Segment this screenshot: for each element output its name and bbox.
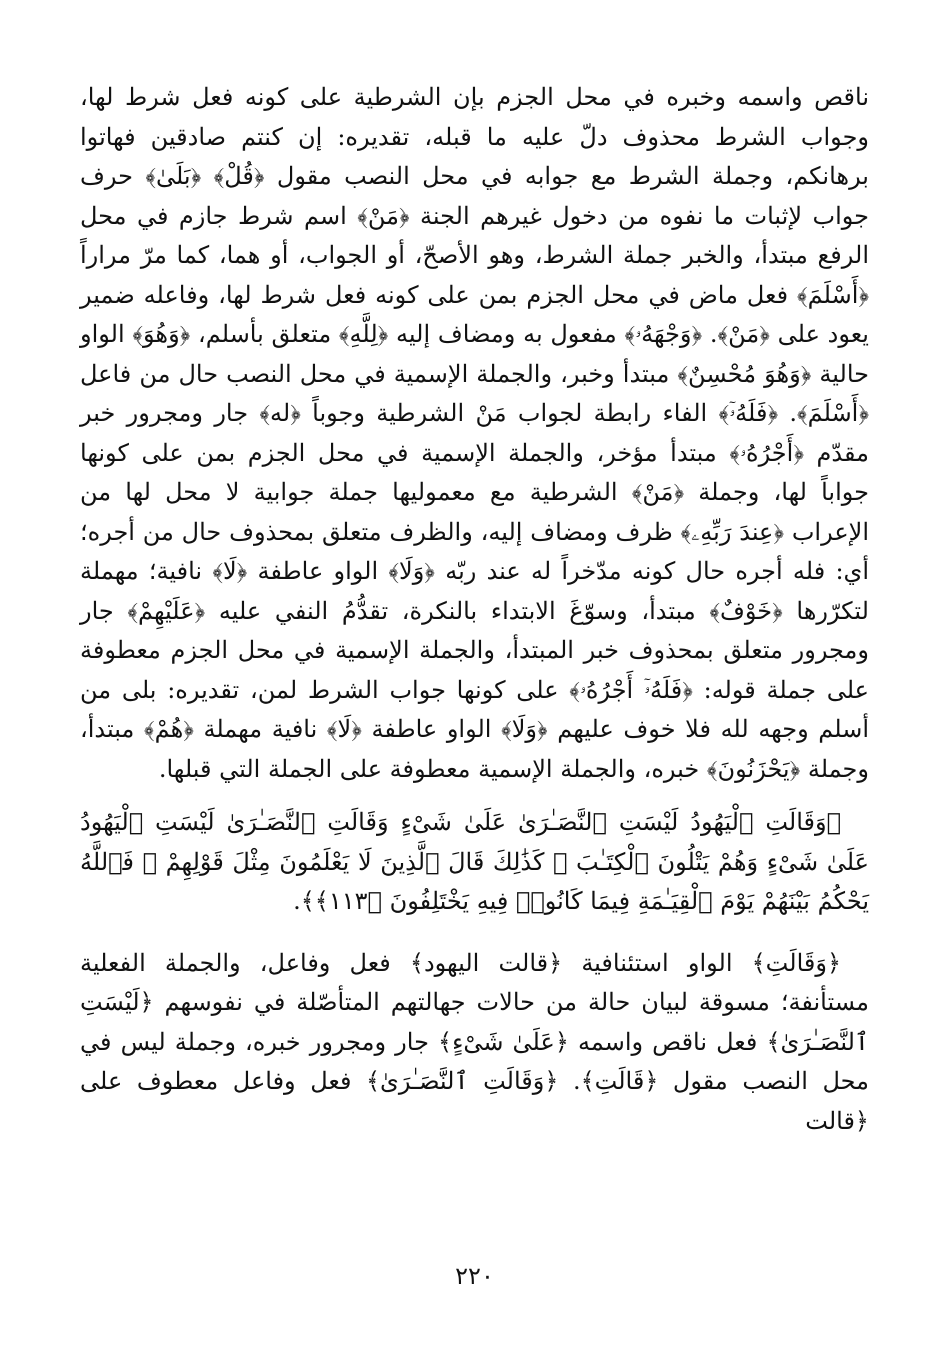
quran-verse: ﴿وَقَالَتِ ٱلْيَهُودُ لَيْسَتِ ٱلنَّصَـٰرَىٰ عَلَىٰ شَىْءٍ وَقَالَتِ ٱلنَّصَـٰرَىٰ لَيْسَتِ ٱلْيَهُودُ عَلَىٰ شَىْءٍ وَهُمْ يَتْلُونَ ٱلْكِتَـٰبَ ۗ كَذَٰلِكَ قَالَ ٱلَّذِينَ لَا يَعْلَمُونَ مِثْلَ قَوْلِهِمْ ۚ فَٱللَّهُ يَحْكُمُ بَيْنَهُمْ يَوْمَ ٱلْقِيَـٰمَةِ فِيمَا كَانُوا۟ فِيهِ يَخْتَلِفُونَ ﴿١١٣﴾﴾. (80, 808, 869, 915)
page-number: ٢٢٠ (455, 1262, 494, 1290)
grammar-paragraph-2: ﴿وَقَالَتِ﴾ الواو استئنافية ﴿قالت اليهود﴾ فعل وفاعل، والجملة الفعلية مستأنفة؛ مسوقة لبيان حالة من حالات جهالتهم المتأصّلة في نفوسهم ﴿لَيْسَتِ ٱلنَّصَـٰرَىٰ﴾ فعل ناقص واسمه ﴿عَلَىٰ شَىْءٍ﴾ جار ومجرور خبره، وجملة ليس في محل النصب مقول ﴿قَالَتِ﴾. ﴿وَقَالَتِ ٱلنَّصَـٰرَىٰ﴾ فعل وفاعل معطوف على ﴿قالت (80, 948, 869, 1135)
page-body (80, 78, 869, 1141)
grammar-paragraph-1: ناقص واسمه وخبره في محل الجزم بإن الشرطية على كونه فعل شرط لها، وجواب الشرط محذوف دلّ عليه ما قبله، تقديره: إن كنتم صادقين فهاتوا برهانكم، وجملة الشرط مع جوابه في محل النصب مقول ﴿قُلْ﴾ ﴿بَلَىٰ﴾ حرف جواب لإثبات ما نفوه من دخول غيرهم الجنة ﴿مَنْ﴾ اسم شرط جازم في محل الرفع مبتدأ، والخبر جملة الشرط، وهو الأصحّ، أو الجواب، أو هما، كما مرّ مراراً ﴿أَسْلَمَ﴾ فعل ماض في محل الجزم بمن على كونه فعل شرط لها، وفاعله ضمير يعود على ﴿مَنْ﴾. ﴿وَجْهَهُۥ﴾ مفعول به ومضاف إليه ﴿لِلَّهِ﴾ متعلق بأسلم، ﴿وَهُوَ﴾ الواو حالية ﴿وَهُوَ مُحْسِنٌ﴾ مبتدأ وخبر، والجملة الإسمية في محل النصب حال من فاعل ﴿أَسْلَمَ﴾. ﴿فَلَهُۥٓ﴾ الفاء رابطة لجواب مَنْ الشرطية وجوباً ﴿له﴾ جار ومجرور خبر مقدّم ﴿أَجْرُهُۥ﴾ مبتدأ مؤخر، والجملة الإسمية في محل الجزم بمن على كونها جواباً لها، وجملة ﴿مَنْ﴾ الشرطية مع معموليها جملة جوابية لا محل لها من الإعراب ﴿عِندَ رَبِّهِۦ﴾ ظرف ومضاف إليه، والظرف متعلق بمحذوف حال من أجره؛ أي: فله أجره حال كونه مدّخراً له عند ربّه ﴿وَلَا﴾ الواو عاطفة ﴿لَا﴾ نافية؛ مهملة لتكرّرها ﴿خَوْفٌ﴾ مبتدأ، وسوّغَ الابتداء بالنكرة، تقدُّمُ النفي عليه ﴿عَلَيْهِمْ﴾ جار ومجرور متعلق بمحذوف خبر المبتدأ، والجملة الإسمية في محل الجزم معطوفة على جملة قوله: ﴿فَلَهُۥٓ أَجْرُهُۥ﴾ على كونها جواب الشرط لمن، تقديره: بلى من أسلم وجهه لله فلا خوف عليهم ﴿وَلَا﴾ الواو عاطفة ﴿لَا﴾ نافية مهملة ﴿هُمْ﴾ مبتدأ، وجملة ﴿يَحْزَنُونَ﴾ خبره، والجملة الإسمية معطوفة على الجملة التي قبلها. (80, 83, 869, 783)
